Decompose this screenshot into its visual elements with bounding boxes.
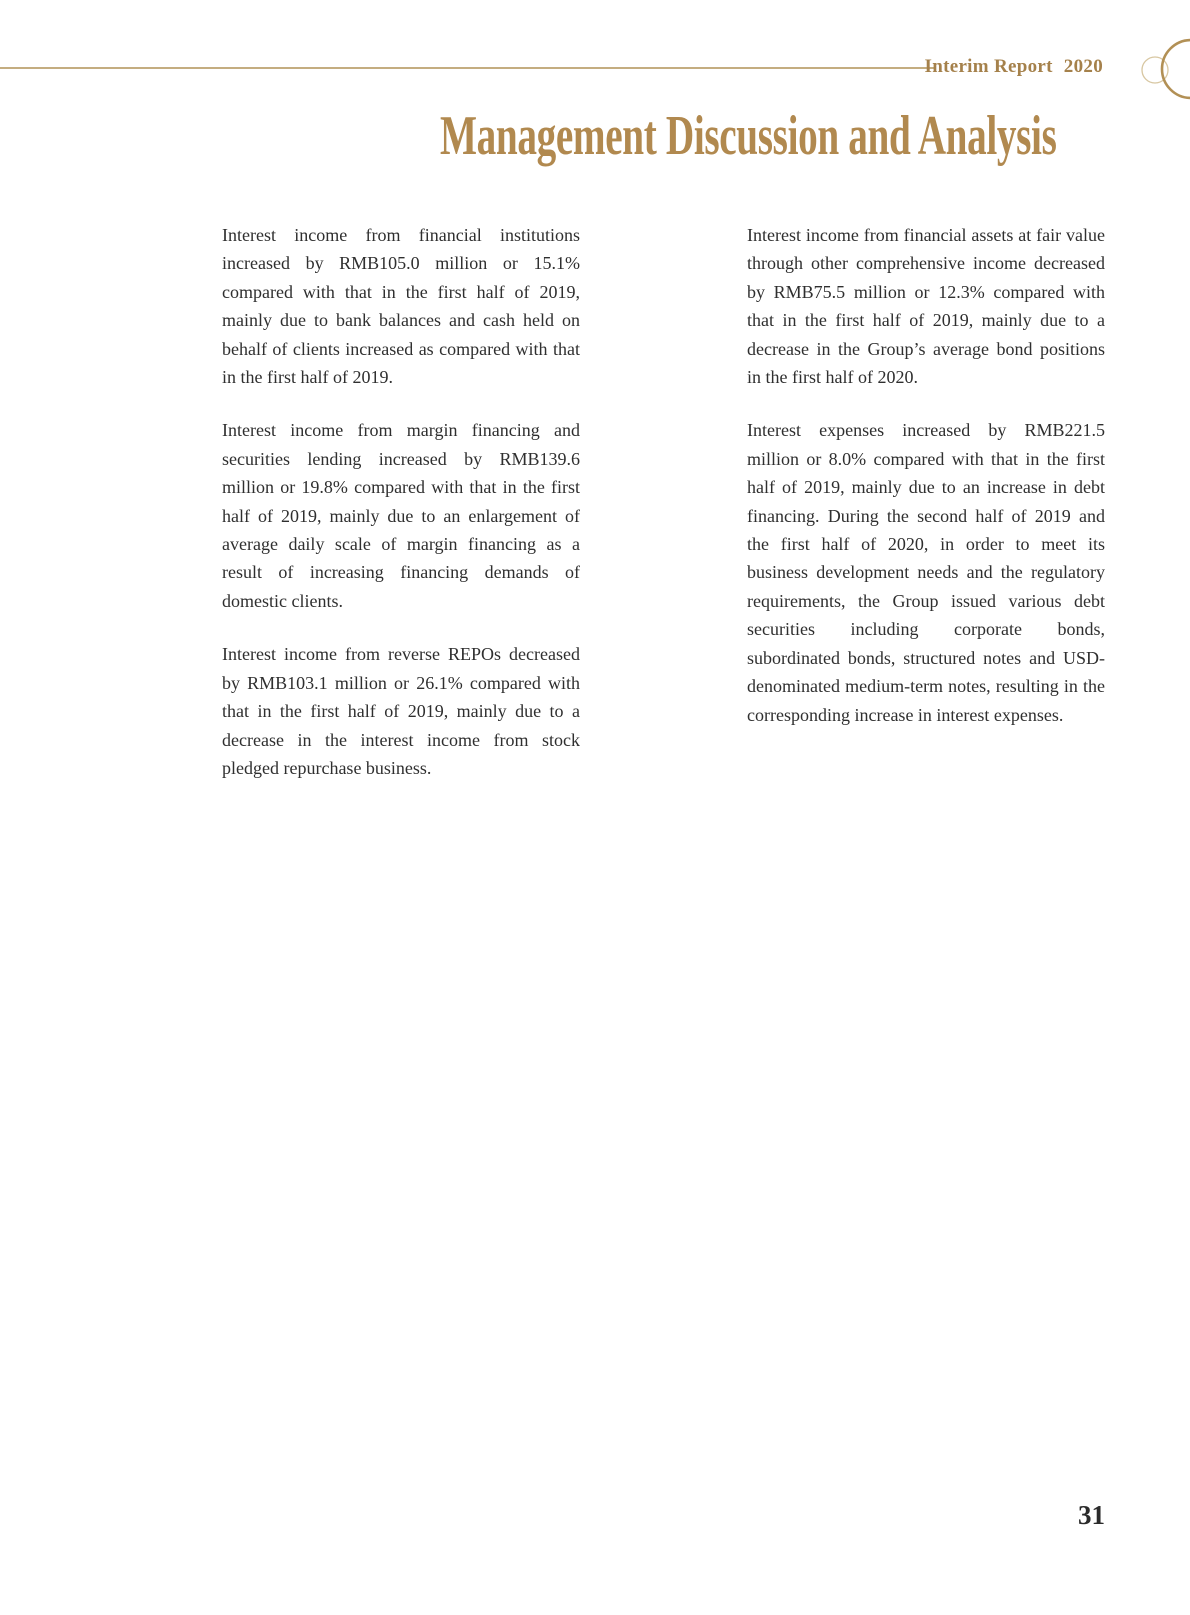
header-report-year: 2020 [1063,56,1103,77]
decorative-circles-icon [1060,0,1190,120]
right-column [747,221,1105,754]
header-report-label: Interim Report [924,56,1053,77]
body-paragraph: Interest income from margin financing and securities lending increased by RMB139.6 million or 19.8% compared with that in the first half of 2019, mainly due to an enlargement of average daily scale of margin financing as a result of increasing financing demands of domestic clients. [222,420,580,611]
body-paragraph: Interest income from reverse REPOs decreased by RMB103.1 million or 26.1% compared with that in the first half of 2019, mainly due to a decrease in the interest income from stock pledged repurchase business. [222,644,580,778]
large-circle-icon [1162,40,1190,98]
report-header [0,56,1103,78]
left-column [222,221,580,807]
page-title: Management Discussion and Analysis [440,105,1057,167]
body-paragraph: Interest income from financial institutions increased by RMB105.0 million or 15.1% compared with that in the first half of 2019, mainly due to bank balances and cash held on behalf of clients increased as compared with that in the first half of 2019. [222,225,580,388]
page-number: 31 [1078,1500,1105,1530]
body-paragraph: Interest income from financial assets at fair value through other comprehensive income decreased by RMB75.5 million or 12.3% compared with that in the first half of 2019, mainly due to a decrease in the Group’s average bond positions in the first half of 2020. [747,225,1105,388]
body-paragraph: Interest expenses increased by RMB221.5 million or 8.0% compared with that in the first half of 2019, mainly due to an increase in debt financing. During the second half of 2019 and the first half of 2020, in order to meet its business development needs and the regulatory requirements, the Group issued various debt securities including corporate bonds, subordinated bonds, structured notes and USD-denominated medium-term notes, resulting in the corresponding increase in interest expenses. [747,420,1105,725]
